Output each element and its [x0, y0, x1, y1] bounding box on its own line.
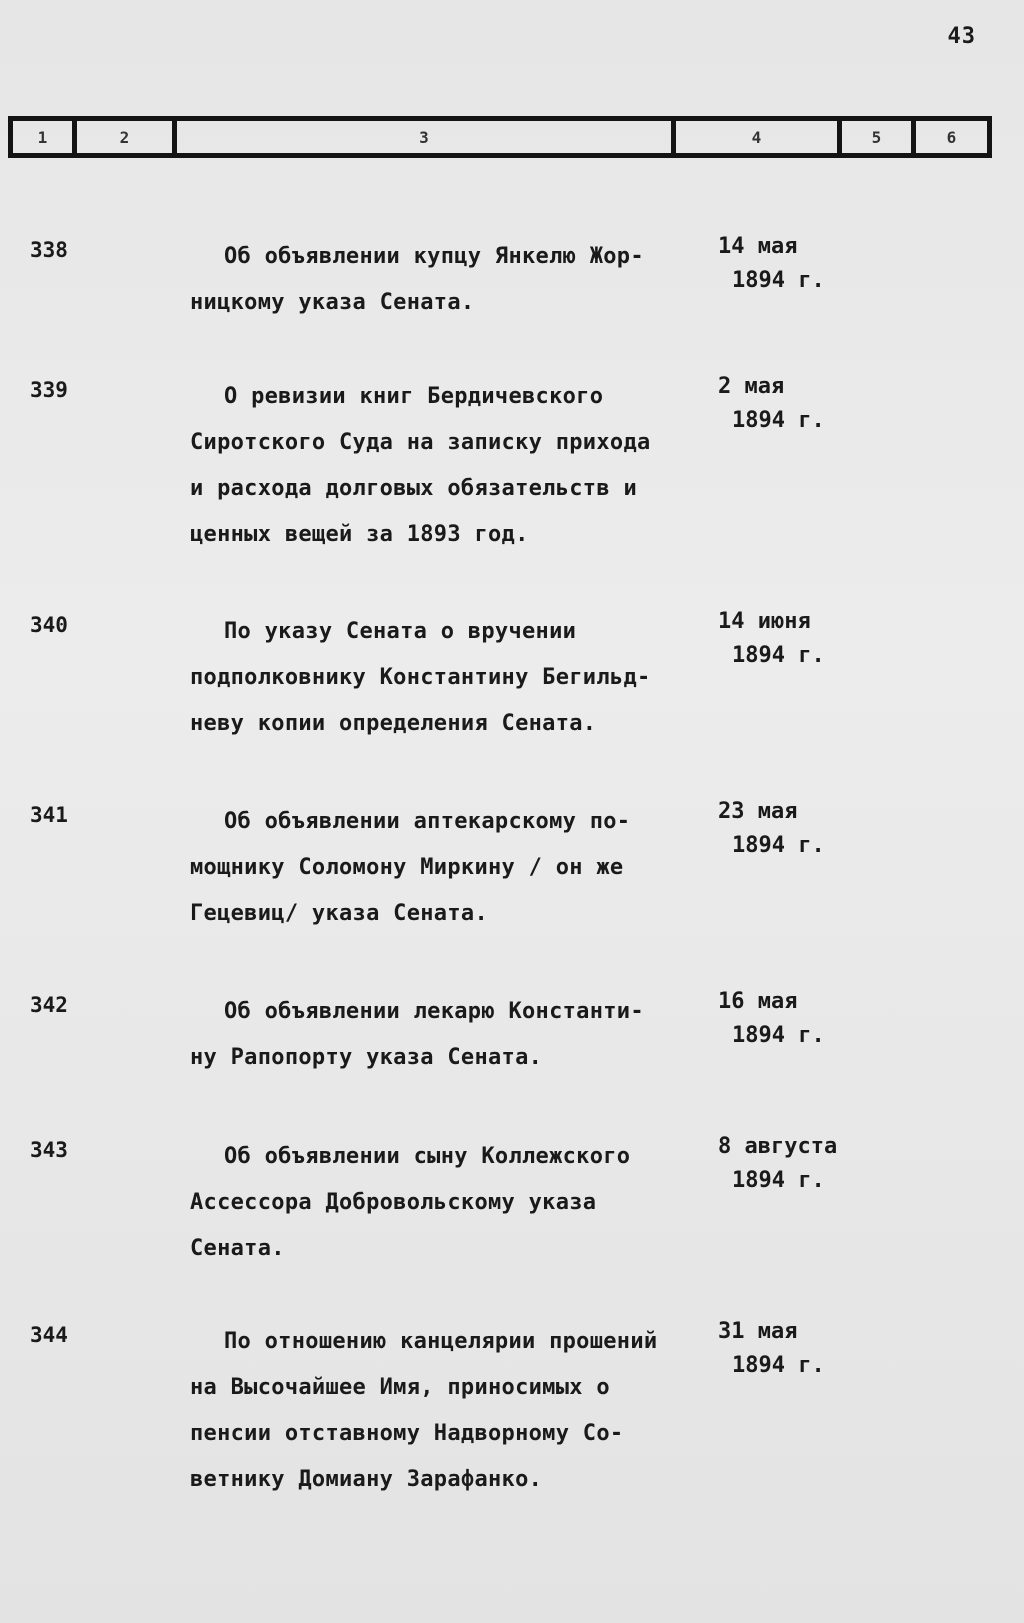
entry-row	[0, 1120, 1024, 1280]
column-header-4: 4	[676, 121, 842, 153]
entry-line: пенсии отставному Надворному Со-	[190, 1421, 624, 1446]
entry-number: 343	[30, 1138, 68, 1162]
entry-date	[718, 1315, 868, 1383]
entry-line: ценных вещей за 1893 год.	[190, 522, 529, 547]
column-header-2: 2	[77, 121, 177, 153]
entry-line: ветнику Домиану Зарафанко.	[190, 1467, 543, 1492]
entry-line: Сиротского Суда на записку прихода	[190, 430, 651, 455]
entry-date-day: 8 августа	[718, 1134, 838, 1159]
entry-date-day: 2 мая	[718, 374, 785, 399]
entry-description	[190, 234, 705, 326]
entry-line: По отношению канцелярии прошений	[224, 1329, 658, 1354]
entry-line: ницкому указа Сената.	[190, 290, 475, 315]
entry-description	[190, 609, 705, 747]
entry-date-year: 1894 г.	[732, 1353, 825, 1378]
entry-line: Ассессора Добровольскому указа	[190, 1190, 597, 1215]
entry-number: 344	[30, 1323, 68, 1347]
entry-date-day: 14 июня	[718, 609, 811, 634]
entry-date	[718, 370, 868, 438]
entry-line: подполковнику Константину Бегильд-	[190, 665, 651, 690]
column-header-1: 1	[13, 121, 77, 153]
table-header	[8, 116, 992, 158]
entry-row	[0, 595, 1024, 755]
entry-description	[190, 799, 705, 937]
entry-date	[718, 795, 868, 863]
entry-number: 342	[30, 993, 68, 1017]
entry-line: По указу Сената о вручении	[224, 619, 577, 644]
entry-date-day: 14 мая	[718, 234, 798, 259]
entry-date	[718, 985, 868, 1053]
entry-row	[0, 360, 1024, 580]
entry-row	[0, 785, 1024, 945]
entry-line: Гецевиц/ указа Сената.	[190, 901, 488, 926]
entry-date-year: 1894 г.	[732, 643, 825, 668]
entry-line: Об объявлении лекарю Константи-	[224, 999, 644, 1024]
entry-date-year: 1894 г.	[732, 268, 825, 293]
column-header-5: 5	[842, 121, 916, 153]
entry-date-day: 16 мая	[718, 989, 798, 1014]
entry-description	[190, 1319, 705, 1503]
entry-line: Сената.	[190, 1236, 285, 1261]
entry-description	[190, 1134, 705, 1272]
entry-description	[190, 989, 705, 1081]
entry-date	[718, 230, 868, 298]
entry-line: неву копии определения Сената.	[190, 711, 597, 736]
entry-line: Об объявлении сыну Коллежского	[224, 1144, 631, 1169]
entry-line: ну Рапопорту указа Сената.	[190, 1045, 543, 1070]
entry-row	[0, 975, 1024, 1095]
entry-date-year: 1894 г.	[732, 1168, 825, 1193]
entry-date-year: 1894 г.	[732, 408, 825, 433]
entry-line: на Высочайшее Имя, приносимых о	[190, 1375, 610, 1400]
entry-row	[0, 1305, 1024, 1525]
entry-number: 341	[30, 803, 68, 827]
entry-date-day: 23 мая	[718, 799, 798, 824]
entry-line: и расхода долговых обязательств и	[190, 476, 637, 501]
entry-line: О ревизии книг Бердичевского	[224, 384, 604, 409]
entry-number: 338	[30, 238, 68, 262]
entry-date	[718, 605, 868, 673]
column-header-3: 3	[177, 121, 676, 153]
entry-date-year: 1894 г.	[732, 1023, 825, 1048]
entry-date-day: 31 мая	[718, 1319, 798, 1344]
entry-row	[0, 220, 1024, 340]
entry-number: 340	[30, 613, 68, 637]
entry-line: мощнику Соломону Миркину / он же	[190, 855, 624, 880]
entry-line: Об объявлении аптекарскому по-	[224, 809, 631, 834]
entry-date	[718, 1130, 868, 1198]
entry-date-year: 1894 г.	[732, 833, 825, 858]
column-header-6: 6	[946, 127, 957, 147]
entry-line: Об объявлении купцу Янкелю Жор-	[224, 244, 644, 269]
entry-description	[190, 374, 705, 558]
entry-number: 339	[30, 378, 68, 402]
page-number: 43	[947, 24, 976, 49]
